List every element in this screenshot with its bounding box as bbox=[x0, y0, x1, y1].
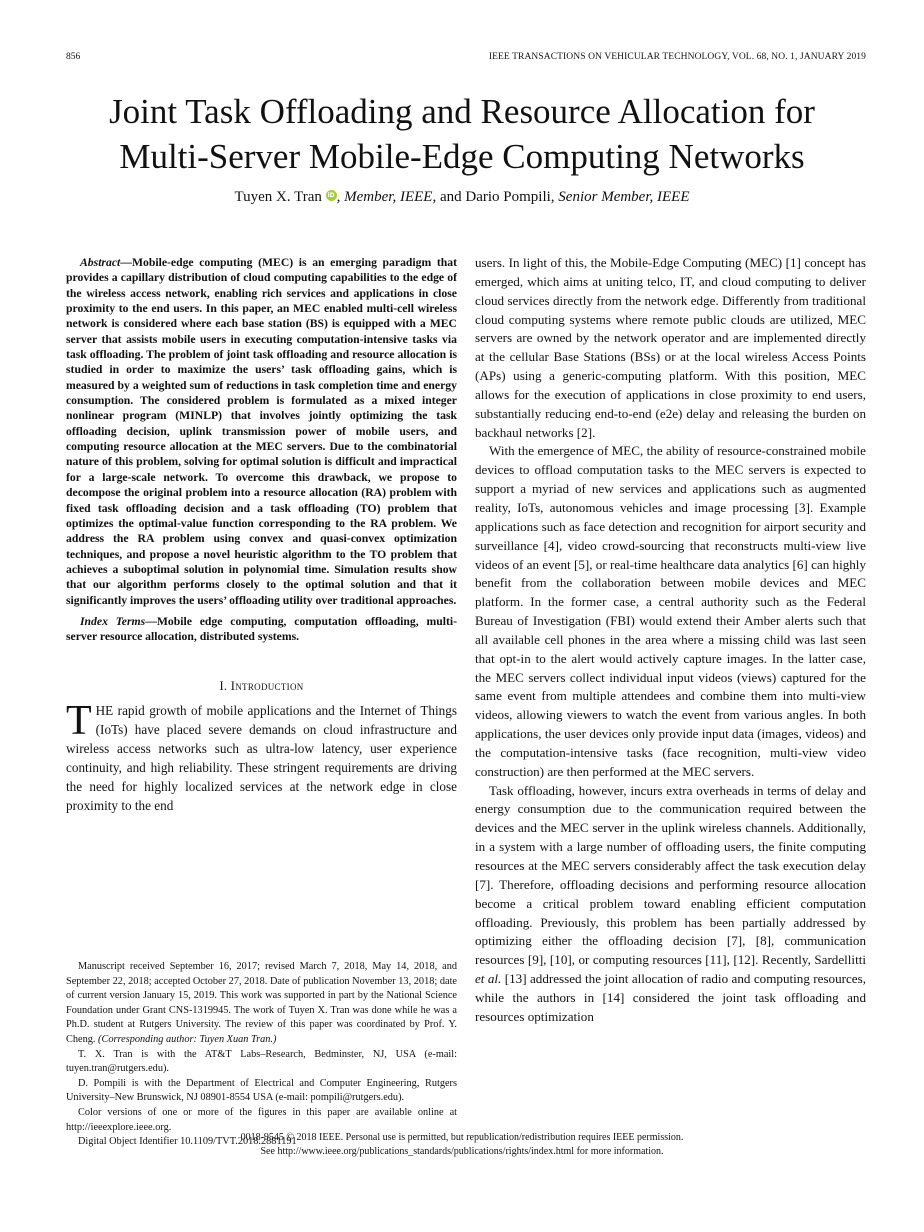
footnote-color: Color versions of one or more of the figures in this paper are available online at http://ieeexplore.ieee.org. bbox=[66, 1106, 457, 1133]
left-column bbox=[66, 255, 457, 815]
right-column bbox=[475, 254, 866, 1027]
abstract bbox=[66, 255, 457, 608]
title-line-1: Joint Task Offloading and Resource Allocation for bbox=[109, 92, 815, 131]
author-2-name: , and Dario Pompili bbox=[432, 189, 551, 205]
footnote-author-1: T. X. Tran is with the AT&T Labs–Research, Bedminster, NJ, USA (e-mail: tuyen.tran@rutgers.edu). bbox=[66, 1048, 457, 1075]
running-header bbox=[66, 52, 866, 66]
drop-cap: T bbox=[66, 698, 92, 745]
index-terms bbox=[66, 614, 457, 645]
et-al: et al. bbox=[475, 971, 502, 987]
intro-text: HE rapid growth of mobile applications and the Internet of Things (IoTs) have placed severe demands on cloud infrastructure and wireless access networks such as ultra-low latency, user experience continuity, and high reliability. These stringent requirements are driving the need for highly localized services at the network edge in close proximity to the end bbox=[66, 703, 457, 813]
section-numeral: I. bbox=[219, 678, 228, 693]
author-1-name: Tuyen X. Tran bbox=[234, 189, 322, 205]
corresponding-author: (Corresponding author: Tuyen Xuan Tran.) bbox=[98, 1033, 277, 1045]
section-heading bbox=[66, 677, 457, 696]
body-paragraph-3: Task offloading, however, incurs extra overheads in terms of delay and energy consumption due to the communication required between the devices and the MEC server in the uplink wireless channels. Additionally, in a system with a large number of offloading users, the finite computing resources at the MEC servers considerably affect the task execution delay [7]. Therefore, offloading decisions and performing resource allocation become a critical problem toward enabling efficient computation offloading. Previously, this problem has been partially addressed by optimizing either the offloading decision [7], [8], communication resources [9], [10], or computing resources [11], [12]. Recently, Sardellitti et al. [13] addressed the joint allocation of radio and computing resources, while the authors in [14] considered the joint task offloading and resources optimization bbox=[475, 782, 866, 1024]
paper-title bbox=[40, 89, 884, 179]
copyright-line-2: See http://www.ieee.org/publications_standards/publications/rights/index.html for more information. bbox=[260, 1146, 664, 1157]
footnote-received: Manuscript received September 16, 2017; revised March 7, 2018, May 14, 2018, and September 22, 2018; accepted October 27, 2018. Date of publication November 13, 2018; date of current version January 15, 2019. This work was supported in part by the National Science Foundation under Grant CNS-1319945. The work of Tuyen X. Tran was done while he was a Ph.D. student at Rutgers University. The review of this paper was coordinated by Prof. Y. Cheng. (Corresponding author: Tuyen Xuan Tran.) bbox=[66, 961, 457, 1045]
body-paragraph-1: users. In light of this, the Mobile-Edge Computing (MEC) [1] concept has emerged, which aims at uniting telco, IT, and cloud computing to deliver cloud services directly from the network edge. Differently from traditional cloud computing systems where remote public clouds are utilized, MEC servers are owned by the network operator and are implemented directly at the cellular Base Stations (BSs) or at the local wireless Access Points (APs) using a generic-computing platform. With this position, MEC allows for the execution of applications in close proximity to end users, substantially reducing end-to-end (e2e) delay and releasing the burden on backhaul networks [2]. bbox=[475, 255, 866, 440]
index-terms-text: —Mobile edge computing, computation offloading, multi-server resource allocation, distributed systems. bbox=[66, 614, 457, 644]
section-title: Introduction bbox=[230, 678, 304, 693]
author-2-role: , Senior Member, IEEE bbox=[550, 189, 690, 205]
author-line bbox=[40, 187, 884, 207]
footnote-doi: Digital Object Identifier 10.1109/TVT.2018.2881191 bbox=[78, 1136, 297, 1148]
page-number: 856 bbox=[66, 52, 81, 62]
abstract-lead: Abstract bbox=[80, 256, 121, 269]
copyright-notice bbox=[40, 1131, 884, 1159]
intro-paragraph bbox=[66, 698, 457, 815]
footnote-author-2: D. Pompili is with the Department of Electrical and Computer Engineering, Rutgers University–New Brunswick, NJ 08901-8554 USA (e-mail: pompili@rutgers.edu). bbox=[66, 1077, 457, 1104]
orcid-icon[interactable]: iD bbox=[327, 192, 335, 199]
footnotes bbox=[66, 960, 457, 1150]
body-paragraph-2: With the emergence of MEC, the ability of resource-constrained mobile devices to offload computation tasks to the MEC servers is expected to support a myriad of new services and applications such as augmented reality, IoTs, autonomous vehicles and image processing [3]. Example applications such as face detection and recognition for airport security and surveillance [4], video crowd-sourcing that reconstructs multi-view live videos of an event [5], or real-time healthcare data analytics [6] can highly benefit from the collaboration between mobile devices and MEC platform. In the former case, a central authority such as the Federal Bureau of Investigation (FBI) would extend their Amber alerts such that all available cell phones in the area where a missing child was last seen that opt-in to the alert would actively capture images. In the latter case, the MEC servers collect individual input videos (views) captured for the same event from multiple attendees and combine them into multi-view videos, allowing viewers to watch the event from various angles. In both applications, the user devices only provide input data (images, videos) and the computation-intensive tasks (face recognition, multi-view video construction) are then performed at the MEC servers. bbox=[475, 443, 866, 779]
index-terms-lead: Index Terms bbox=[80, 614, 146, 628]
author-1-role: , Member, IEEE bbox=[336, 189, 433, 205]
abstract-text: —Mobile-edge computing (MEC) is an emerging paradigm that provides a capillary distribution of cloud computing capabilities to the edge of the wireless access network, enabling rich services and applications in close proximity to the end users. In this paper, an MEC enabled multi-cell wireless network is considered where each base station (BS) is equipped with a MEC server that assists mobile users in executing computation-intensive tasks via task offloading. The problem of joint task offloading and resource allocation is studied in order to maximize the users’ task offloading gains, which is measured by a weighted sum of reductions in task completion time and energy consumption. The considered problem is formulated as a mixed integer nonlinear program (MINLP) that involves jointly optimizing the task offloading decision, uplink transmission power of mobile users, and computing resource allocation at the MEC servers. Due to the combinatorial nature of this problem, solving for optimal solution is difficult and impractical for a large-scale network. To overcome this drawback, we propose to decompose the original problem into a resource allocation (RA) problem with fixed task offloading decision and a task offloading (TO) problem that optimizes the optimal-value function corresponding to the RA problem. We address the RA problem using convex and quasi-convex optimization techniques, and propose a novel heuristic algorithm to the TO problem that achieves a suboptimal solution in polynomial time. Simulation results show that our algorithm performs closely to the optimal solution and that it significantly improves the users’ offloading utility over traditional approaches. bbox=[66, 256, 457, 607]
copyright-line-1: 0018-9545 © 2018 IEEE. Personal use is permitted, but republication/redistribution requires IEEE permission. bbox=[240, 1132, 684, 1143]
journal-name: IEEE TRANSACTIONS ON VEHICULAR TECHNOLOGY, VOL. 68, NO. 1, JANUARY 2019 bbox=[488, 52, 866, 62]
title-line-2: Multi-Server Mobile-Edge Computing Networks bbox=[119, 137, 805, 176]
